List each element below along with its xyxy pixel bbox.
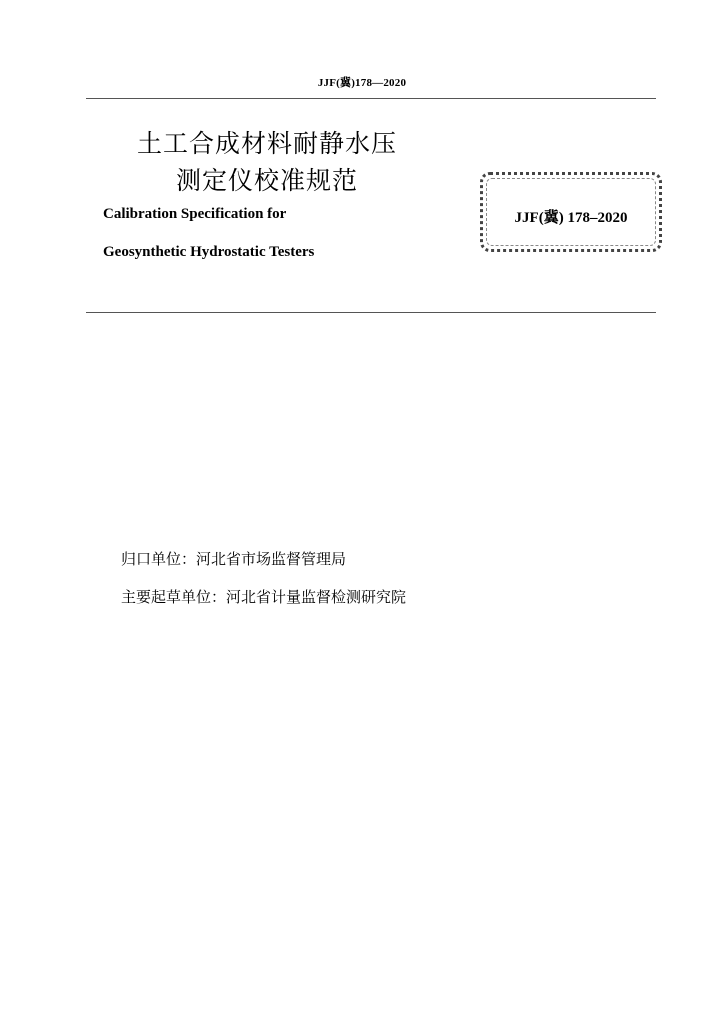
standard-code-box: [480, 172, 662, 252]
chinese-title-line-1: 土工合成材料耐静水压: [137, 129, 398, 158]
top-divider: [86, 98, 656, 99]
drafting-unit: 主要起草单位：河北省计量监督检测研究院: [121, 588, 407, 606]
bottom-divider: [86, 312, 656, 313]
english-title-line-2: Geosynthetic Hydrostatic Testers: [103, 244, 315, 260]
english-title-line-1: Calibration Specification for: [103, 206, 287, 222]
chinese-title-line-2: 测定仪校准规范: [176, 166, 359, 195]
standard-code-box-text: JJF(冀) 178–2020: [514, 210, 628, 226]
header-standard-code: JJF(冀)178—2020: [317, 77, 407, 89]
responsible-unit: 归口单位：河北省市场监督管理局: [121, 550, 347, 568]
